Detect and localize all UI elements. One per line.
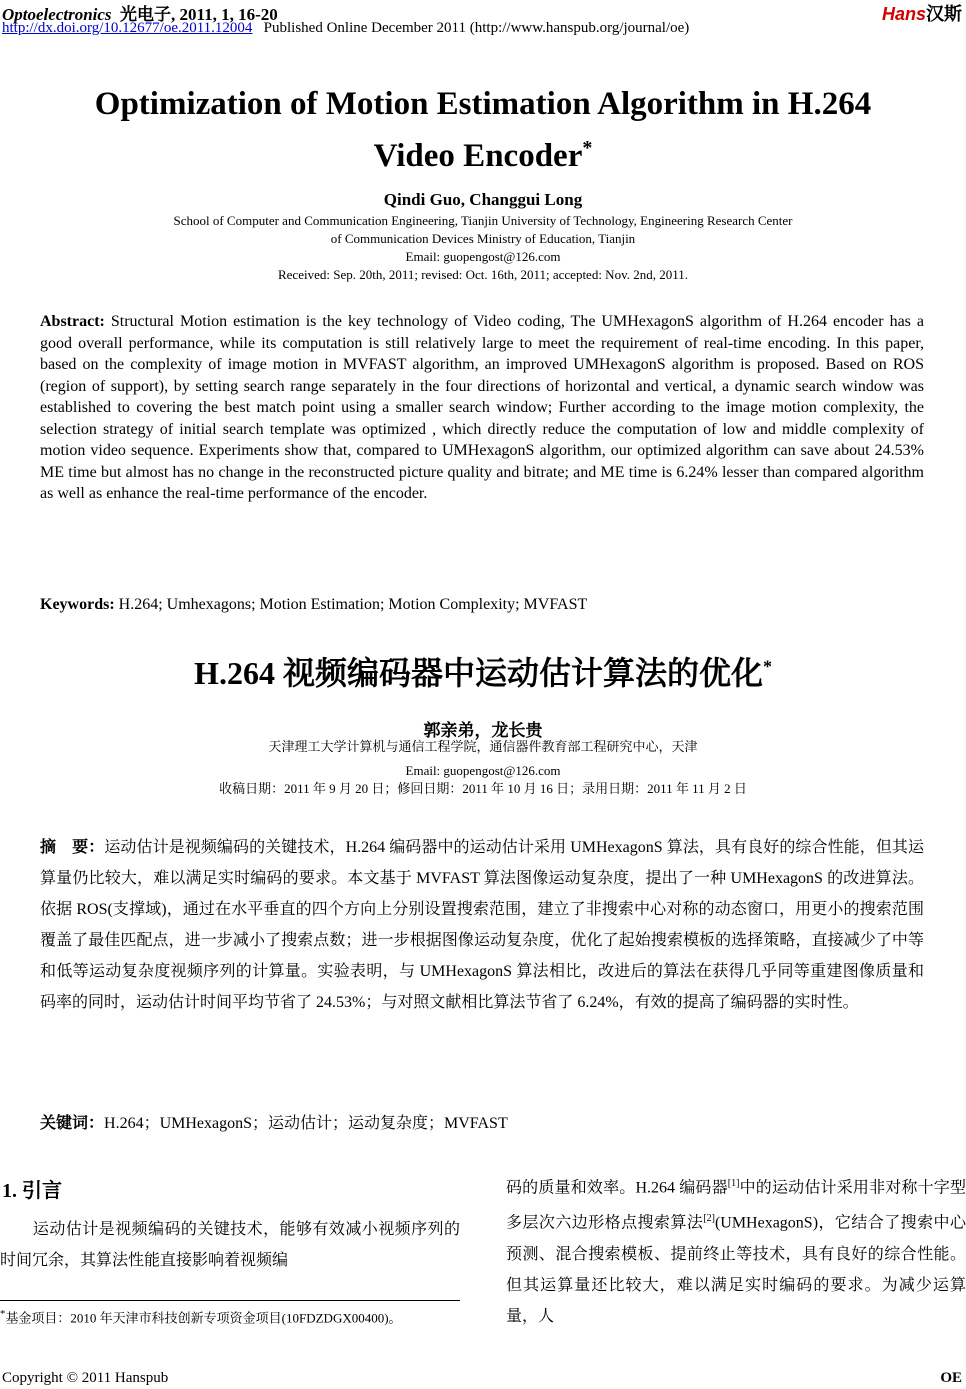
published-info: Published Online December 2011 (http://www.hanspub.org/journal/oe) — [263, 20, 690, 36]
email: Email: guopengost@126.com — [405, 249, 561, 264]
cn-authors: 郭亲弟，龙长贵 — [423, 721, 543, 740]
cn-abstract: 摘 要：运动估计是视频编码的关键技术，H.264 编码器中的运动估计采用 UMHexagonS 算法，具有良好的综合性能，但其运算量仍比较大，难以满足实时编码的要求。本文基于 MVFAST 算法图像运动复杂度，提出了一种 UMHexagonS 的改进算法。依据 ROS(支撑域)，通过在水平垂直的四个方向上分别设置搜索范围，建立了非搜索中心对称的动态窗口，用更小的搜索范围覆盖了最佳匹配点，进一步减小了搜索点数；进一步根据图像运动复杂度，优化了起始搜索模板的选择策略，直接减少了中等和低等运动复杂度视频序列的计算量。实验表明，与 UMHexagonS 算法相比，改进后的算法在获得几乎同等重建图像质量和码率的同时，运动估计时间平均节省了 24.53%；与对照文献相比算法节省了 6.24%，有效的提高了编码器的实时性。 — [40, 839, 924, 1011]
cn-affiliation: 天津理工大学计算机与通信工程学院，通信器件教育部工程研究中心，天津 — [268, 739, 698, 754]
received-dates: Received: Sep. 20th, 2011; revised: Oct. 16th, 2011; accepted: Nov. 2nd, 2011. — [277, 267, 688, 282]
journal-abbr: OE — [940, 1370, 962, 1386]
authors: Qindi Guo, Changgui Long — [383, 190, 583, 209]
journal-name: Optoelectronics — [2, 5, 112, 24]
footnote: *基金项目：2010 年天津市科技创新专项资金项目(10FDZDGX00400)。 — [0, 1300, 460, 1328]
keywords: Keywords: H.264; Umhexagons; Motion Estimation; Motion Complexity; MVFAST — [40, 596, 588, 613]
journal-issue: 光电子, 2011, 1, 16-20 — [120, 5, 278, 24]
cn-email: Email: guopengost@126.com — [405, 763, 561, 778]
section-heading: 1. 引言 — [2, 1180, 62, 1202]
paper-title: Optimization of Motion Estimation Algorithm in H.264 Video Encoder* — [94, 86, 872, 174]
hans-logo: Hans汉斯 — [881, 4, 962, 24]
doi-link[interactable]: http://dx.doi.org/10.12677/oe.2011.12004 — [2, 20, 253, 36]
publication-line — [2, 20, 689, 37]
right-column-text: 码的质量和效率。H.264 编码器[1]中的运动估计采用非对称十字型多层次六边形格点搜索算法[2](UMHexagonS)，它结合了搜索中心预测、混合搜索模板、提前终止等技术，具有良好的综合性能。但其运算量还比较大，难以满足实时编码的要求。为减少运算量，人 — [506, 1178, 966, 1325]
copyright: Copyright © 2011 Hanspub — [2, 1370, 169, 1386]
cn-title: H.264 视频编码器中运动估计算法的优化* — [194, 655, 772, 691]
left-column-text: 运动估计是视频编码的关键技术，能够有效减小视频序列的时间冗余，其算法性能直接影响着视频编 — [0, 1221, 460, 1269]
abstract: Abstract: Structural Motion estimation is the key technology of Video coding, The UMHexagonS algorithm of H.264 encoder has a good overall performance, while its computation is still relatively large to meet the requirement of real-time encoding. In this paper, based on the complexity of image motion in MVFAST algorithm, an improved UMHexagonS algorithm is proposed. Based on ROS (region of support), by setting search range separately in the four directions of horizontal and vertical, a dynamic search window was established to covering the best match point using a smaller search window; Further according to the image motion complexity, the selection strategy of initial search template was optimized , which directly reduce the computation of low and middle complexity of motion video sequence. Experiments show that, compared to UMHexagonS algorithm, our optimized algorithm can save about 24.53% ME time but almost has no change in the reconstructed picture quality and bitrate; and ME time is 6.24% lesser than compared algorithm as well as enhance the real-time performance of the encoder. — [40, 313, 924, 502]
cn-received: 收稿日期：2011 年 9 月 20 日；修回日期：2011 年 10 月 16 日；录用日期：2011 年 11 月 2 日 — [219, 781, 747, 796]
cn-keywords: 关键词：H.264；UMHexagonS；运动估计；运动复杂度；MVFAST — [40, 1115, 508, 1132]
affiliation: School of Computer and Communication Engineering, Tianjin University of Technology, Engineering Research Center of Communication Devices Ministry of Education, Tianjin — [173, 213, 793, 246]
